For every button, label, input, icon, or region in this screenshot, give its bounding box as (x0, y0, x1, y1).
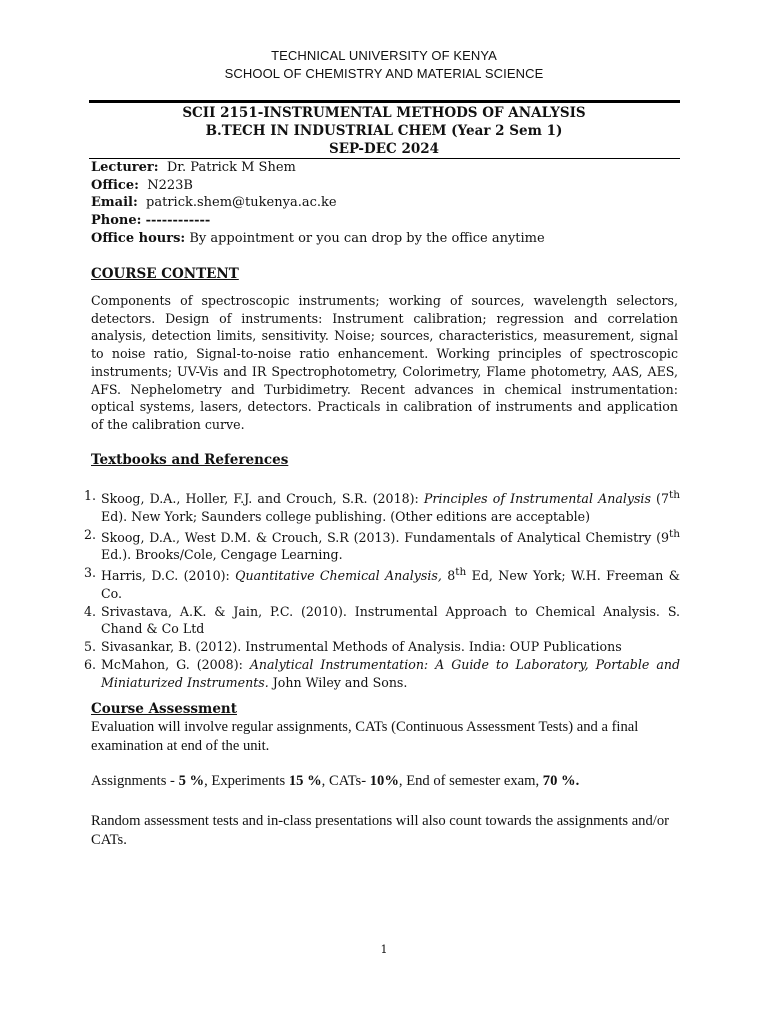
course-content-title: COURSE CONTENT (91, 266, 239, 282)
office-row (91, 177, 691, 195)
ref-title: Quantitative Chemical Analysis, (235, 568, 442, 584)
ref-text: Harris, D.C. (2010): (101, 568, 236, 584)
course-code-title: SCII 2151-INSTRUMENTAL METHODS OF ANALYSIS (182, 105, 586, 121)
ref-text: Sivasankar, B. (2012). Instrumental Methods of Analysis. India: OUP Publications (101, 639, 622, 655)
email-link[interactable]: patrick.shem@tukenya.ac.ke (146, 195, 337, 211)
weight-label: , CATs- (321, 773, 370, 789)
page-number: 1 (380, 943, 388, 956)
list-number: 4. (83, 603, 96, 619)
ref-title: Analytical Instrumentation: A Guide to Laboratory, Portable and Miniaturized Instruments. (101, 656, 680, 690)
weight-label: , End of semester exam, (398, 773, 543, 789)
ref-text: John Wiley and Sons. (268, 674, 408, 690)
phone-label: Phone: (91, 213, 142, 229)
course-heading (0, 104, 768, 158)
cats-weight: 10% (369, 773, 399, 789)
list-item (76, 564, 680, 603)
list-number: 2. (83, 526, 96, 542)
list-item (76, 656, 680, 691)
university-name: TECHNICAL UNIVERSITY OF KENYA (271, 48, 497, 63)
exam-weight: 70 %. (542, 773, 580, 789)
ref-text: Ed). New York; Saunders college publishing. (Other editions are acceptable) (101, 508, 591, 524)
lecturer-label: Lecturer: (91, 160, 159, 175)
phone-value: ------------ (145, 213, 211, 229)
email-label: Email: (91, 195, 138, 211)
lecturer-row (91, 159, 691, 177)
list-number: 3. (83, 565, 96, 581)
assessment-weights (91, 772, 691, 791)
assessment-note: Random assessment tests and in-class presentations will also count towards the assignments and/or CATs. (91, 813, 669, 848)
lecturer-info (91, 159, 691, 248)
ref-text: Skoog, D.A., West D.M. & Crouch, S.R (2013). Fundamentals of Analytical Chemistry (9 (101, 529, 670, 545)
header-rule (89, 100, 680, 103)
ref-text: (7 (650, 491, 669, 507)
ref-text: Ed, New York; W.H. Freeman & Co. (101, 568, 680, 602)
ref-text: Skoog, D.A., Holler, F.J. and Crouch, S.R. (2018): (101, 491, 424, 507)
ref-superscript: th (669, 527, 680, 540)
assessment-intro: Evaluation will involve regular assignments, CATs (Continuous Assessment Tests) and a final examination at end of the unit. (91, 719, 639, 754)
office-value: N223B (147, 177, 193, 193)
references-title: Textbooks and References (91, 452, 289, 468)
lecturer-name: Dr. Patrick M Shem (166, 160, 296, 175)
list-item (76, 638, 680, 656)
phone-row (91, 212, 691, 230)
list-item (76, 526, 680, 565)
list-item (76, 487, 680, 526)
list-number: 6. (83, 656, 96, 672)
experiments-weight: 15 % (288, 773, 322, 789)
course-content-text: Components of spectroscopic instruments; working of sources, wavelength selectors, detectors. Design of instruments: Instrument calibration; regression and correlation analysis, detection limits, sensitivity. Noise; sources, characteristics, measurement, signal to noise ratio, Signal-to-noise ratio enhancement. Working principles of spectroscopic instruments; UV-Vis and IR Spectrophotometry, Colorimetry, Flame photometry, AAS, AES, AFS. Nephelometry and Turbidimetry. Recent advances in chemical instrumentation: optical systems, lasers, detectors. Practicals in calibration of instruments and application of the calibration curve. (91, 293, 678, 432)
ref-text: Srivastava, A.K. & Jain, P.C. (2010). Instrumental Approach to Chemical Analysis. S. Chand & Co Ltd (101, 603, 680, 637)
weight-label: , Experiments (204, 773, 289, 789)
course-term: SEP-DEC 2024 (328, 141, 440, 157)
ref-superscript: th (669, 489, 680, 501)
office-hours-label: Office hours: (91, 230, 186, 246)
assessment-title: Course Assessment (91, 701, 237, 717)
list-item (76, 603, 680, 638)
ref-text: Ed.). Brooks/Cole, Cengage Learning. (101, 547, 343, 563)
office-label: Office: (91, 177, 139, 193)
ref-superscript: th (455, 566, 467, 579)
weight-label: Assignments - (91, 773, 179, 789)
course-program: B.TECH IN INDUSTRIAL CHEM (Year 2 Sem 1) (205, 123, 563, 139)
ref-text: McMahon, G. (2008): (101, 656, 250, 672)
ref-title: Principles of Instrumental Analysis (423, 491, 651, 507)
office-hours-row (91, 230, 691, 248)
email-row (91, 194, 691, 212)
list-number: 5. (83, 639, 96, 655)
list-number: 1. (83, 488, 96, 503)
references-list (76, 487, 680, 691)
office-hours-value: By appointment or you can drop by the office anytime (189, 230, 545, 246)
ref-text: 8 (441, 568, 456, 584)
university-header (0, 47, 768, 83)
assignments-weight: 5 % (178, 773, 205, 789)
school-name: SCHOOL OF CHEMISTRY AND MATERIAL SCIENCE (224, 66, 544, 81)
